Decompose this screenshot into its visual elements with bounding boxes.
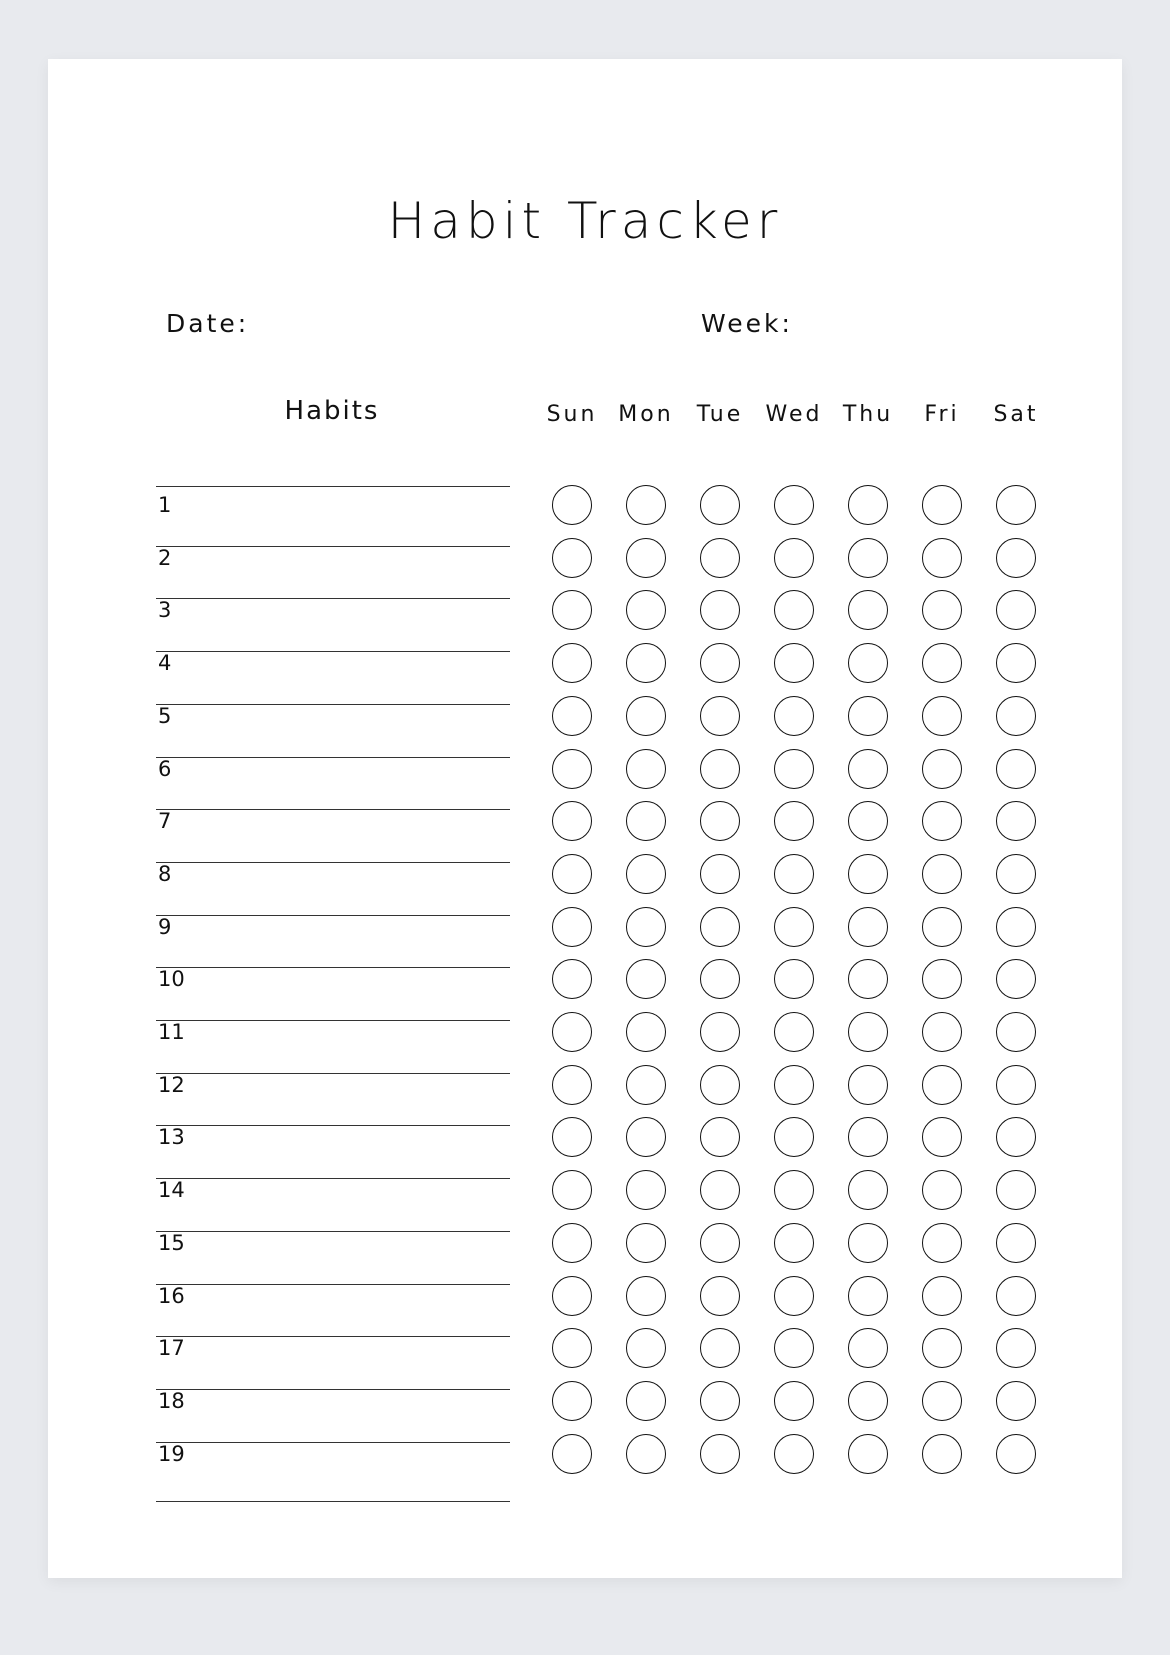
day-header-fri: Fri bbox=[924, 402, 960, 427]
habit-line bbox=[156, 486, 510, 487]
habit-checkbox-circle[interactable] bbox=[848, 1434, 888, 1474]
habit-checkbox-circle[interactable] bbox=[774, 1012, 814, 1052]
habit-checkbox-circle[interactable] bbox=[848, 1276, 888, 1316]
habit-checkbox-circle[interactable] bbox=[626, 801, 666, 841]
date-label: Date: bbox=[166, 309, 250, 338]
habit-checkbox-circle[interactable] bbox=[774, 1276, 814, 1316]
habit-number: 19 bbox=[158, 1441, 185, 1466]
habit-checkbox-circle[interactable] bbox=[774, 696, 814, 736]
habit-checkbox-circle[interactable] bbox=[922, 1328, 962, 1368]
habit-checkbox-circle[interactable] bbox=[626, 1434, 666, 1474]
habit-number: 7 bbox=[158, 809, 172, 834]
habit-checkbox-circle[interactable] bbox=[774, 1065, 814, 1105]
habit-number: 6 bbox=[158, 756, 172, 781]
habit-number: 2 bbox=[158, 545, 172, 570]
habit-checkbox-circle[interactable] bbox=[626, 1170, 666, 1210]
habit-line bbox=[156, 757, 510, 758]
habit-number: 16 bbox=[158, 1283, 185, 1308]
habit-line bbox=[156, 1125, 510, 1126]
habit-checkbox-circle[interactable] bbox=[626, 749, 666, 789]
habit-checkbox-circle[interactable] bbox=[626, 538, 666, 578]
habit-checkbox-circle[interactable] bbox=[848, 1223, 888, 1263]
habit-checkbox-circle[interactable] bbox=[922, 854, 962, 894]
habit-checkbox-circle[interactable] bbox=[552, 1434, 592, 1474]
habit-checkbox-circle[interactable] bbox=[552, 1381, 592, 1421]
habit-number: 14 bbox=[158, 1178, 185, 1203]
habit-checkbox-circle[interactable] bbox=[922, 1065, 962, 1105]
habit-checkbox-circle[interactable] bbox=[626, 643, 666, 683]
habit-line bbox=[156, 1501, 510, 1502]
habit-checkbox-circle[interactable] bbox=[626, 854, 666, 894]
habit-checkbox-circle[interactable] bbox=[922, 696, 962, 736]
habit-checkbox-circle[interactable] bbox=[922, 749, 962, 789]
habit-line bbox=[156, 915, 510, 916]
habit-checkbox-circle[interactable] bbox=[626, 1328, 666, 1368]
habit-number: 8 bbox=[158, 861, 172, 886]
habit-checkbox-circle[interactable] bbox=[626, 696, 666, 736]
habit-checkbox-circle[interactable] bbox=[700, 696, 740, 736]
habit-number: 9 bbox=[158, 914, 172, 939]
habit-checkbox-circle[interactable] bbox=[996, 1434, 1036, 1474]
habit-checkbox-circle[interactable] bbox=[848, 1381, 888, 1421]
habit-checkbox-circle[interactable] bbox=[848, 485, 888, 525]
habit-checkbox-circle[interactable] bbox=[552, 801, 592, 841]
habit-checkbox-circle[interactable] bbox=[922, 907, 962, 947]
habit-checkbox-circle[interactable] bbox=[922, 1223, 962, 1263]
habit-checkbox-circle[interactable] bbox=[922, 1434, 962, 1474]
habit-checkbox-circle[interactable] bbox=[996, 907, 1036, 947]
habit-checkbox-circle[interactable] bbox=[552, 1276, 592, 1316]
habit-checkbox-circle[interactable] bbox=[552, 907, 592, 947]
habit-checkbox-circle[interactable] bbox=[996, 696, 1036, 736]
habit-checkbox-circle[interactable] bbox=[774, 643, 814, 683]
habit-line bbox=[156, 546, 510, 547]
habit-checkbox-circle[interactable] bbox=[626, 1223, 666, 1263]
habit-checkbox-circle[interactable] bbox=[626, 1012, 666, 1052]
habit-line bbox=[156, 1389, 510, 1390]
habit-number: 1 bbox=[158, 493, 172, 517]
habit-checkbox-circle[interactable] bbox=[922, 485, 962, 525]
habit-checkbox-circle[interactable] bbox=[848, 1012, 888, 1052]
habit-line bbox=[156, 598, 510, 599]
habit-checkbox-circle[interactable] bbox=[922, 1012, 962, 1052]
habit-checkbox-circle[interactable] bbox=[774, 1434, 814, 1474]
habit-checkbox-circle[interactable] bbox=[996, 1223, 1036, 1263]
habit-number: 11 bbox=[158, 1020, 185, 1044]
day-header-sun: Sun bbox=[546, 402, 598, 427]
habit-checkbox-circle[interactable] bbox=[626, 907, 666, 947]
habit-checkbox-circle[interactable] bbox=[922, 801, 962, 841]
habit-line bbox=[156, 1442, 510, 1443]
habit-checkbox-circle[interactable] bbox=[922, 1276, 962, 1316]
habit-checkbox-circle[interactable] bbox=[996, 643, 1036, 683]
habit-checkbox-circle[interactable] bbox=[996, 485, 1036, 525]
habit-checkbox-circle[interactable] bbox=[774, 538, 814, 578]
habit-number: 15 bbox=[158, 1230, 185, 1255]
habit-line bbox=[156, 1073, 510, 1074]
habit-line bbox=[156, 967, 510, 968]
habit-checkbox-circle[interactable] bbox=[552, 643, 592, 683]
habit-checkbox-circle[interactable] bbox=[700, 485, 740, 525]
habit-checkbox-circle[interactable] bbox=[848, 907, 888, 947]
habit-checkbox-circle[interactable] bbox=[996, 801, 1036, 841]
habit-checkbox-circle[interactable] bbox=[700, 907, 740, 947]
habit-checkbox-circle[interactable] bbox=[996, 1276, 1036, 1316]
habit-number: 18 bbox=[158, 1388, 185, 1413]
habit-checkbox-circle[interactable] bbox=[774, 1223, 814, 1263]
habit-line bbox=[156, 1336, 510, 1337]
habit-checkbox-circle[interactable] bbox=[848, 1065, 888, 1105]
habit-checkbox-circle[interactable] bbox=[700, 1434, 740, 1474]
habit-checkbox-circle[interactable] bbox=[552, 485, 592, 525]
habit-number: 4 bbox=[158, 651, 172, 676]
week-label: Week: bbox=[701, 309, 793, 338]
habit-number: 3 bbox=[158, 598, 172, 623]
habit-checkbox-circle[interactable] bbox=[774, 907, 814, 947]
habit-checkbox-circle[interactable] bbox=[700, 1170, 740, 1210]
habit-line bbox=[156, 1231, 510, 1232]
habit-checkbox-circle[interactable] bbox=[922, 538, 962, 578]
day-header-wed: Wed bbox=[765, 402, 823, 427]
habit-checkbox-circle[interactable] bbox=[848, 643, 888, 683]
habit-checkbox-circle[interactable] bbox=[552, 854, 592, 894]
habit-checkbox-circle[interactable] bbox=[626, 485, 666, 525]
habit-checkbox-circle[interactable] bbox=[626, 1065, 666, 1105]
habit-checkbox-circle[interactable] bbox=[552, 538, 592, 578]
habit-checkbox-circle[interactable] bbox=[700, 1381, 740, 1421]
habit-checkbox-circle[interactable] bbox=[774, 749, 814, 789]
habit-checkbox-circle[interactable] bbox=[774, 801, 814, 841]
habit-checkbox-circle[interactable] bbox=[848, 1170, 888, 1210]
habit-checkbox-circle[interactable] bbox=[848, 854, 888, 894]
habit-number: 12 bbox=[158, 1072, 185, 1097]
habit-line bbox=[156, 1020, 510, 1021]
habit-checkbox-circle[interactable] bbox=[996, 749, 1036, 789]
habit-checkbox-circle[interactable] bbox=[848, 696, 888, 736]
habit-line bbox=[156, 1284, 510, 1285]
habit-checkbox-circle[interactable] bbox=[996, 1381, 1036, 1421]
habit-checkbox-circle[interactable] bbox=[996, 1170, 1036, 1210]
habit-checkbox-circle[interactable] bbox=[922, 643, 962, 683]
habit-checkbox-circle[interactable] bbox=[922, 1381, 962, 1421]
habit-checkbox-circle[interactable] bbox=[774, 1381, 814, 1421]
habit-checkbox-circle[interactable] bbox=[700, 801, 740, 841]
day-header-sat: Sat bbox=[993, 402, 1039, 427]
habit-checkbox-circle[interactable] bbox=[552, 1065, 592, 1105]
habit-line bbox=[156, 651, 510, 652]
habit-checkbox-circle[interactable] bbox=[774, 854, 814, 894]
habit-checkbox-circle[interactable] bbox=[700, 1328, 740, 1368]
habit-checkbox-circle[interactable] bbox=[626, 1276, 666, 1316]
habit-checkbox-circle[interactable] bbox=[774, 1328, 814, 1368]
habit-number: 17 bbox=[158, 1336, 185, 1361]
day-header-thu: Thu bbox=[842, 402, 894, 427]
habit-line bbox=[156, 862, 510, 863]
habit-checkbox-circle[interactable] bbox=[848, 538, 888, 578]
habit-number: 5 bbox=[158, 703, 172, 728]
habit-checkbox-circle[interactable] bbox=[700, 1065, 740, 1105]
habit-checkbox-circle[interactable] bbox=[700, 1276, 740, 1316]
habit-checkbox-circle[interactable] bbox=[552, 1328, 592, 1368]
page-title: Habit Tracker bbox=[387, 192, 783, 250]
habit-checkbox-circle[interactable] bbox=[996, 854, 1036, 894]
habit-checkbox-circle[interactable] bbox=[848, 1328, 888, 1368]
habit-checkbox-circle[interactable] bbox=[996, 1012, 1036, 1052]
habit-checkbox-circle[interactable] bbox=[996, 1328, 1036, 1368]
habit-checkbox-circle[interactable] bbox=[700, 1223, 740, 1263]
habit-number: 13 bbox=[158, 1125, 185, 1150]
habit-checkbox-circle[interactable] bbox=[996, 1065, 1036, 1105]
habit-checkbox-circle[interactable] bbox=[700, 1012, 740, 1052]
habit-checkbox-circle[interactable] bbox=[922, 1170, 962, 1210]
habit-line bbox=[156, 809, 510, 810]
habit-checkbox-circle[interactable] bbox=[700, 749, 740, 789]
habit-line bbox=[156, 1178, 510, 1179]
habit-checkbox-circle[interactable] bbox=[552, 1012, 592, 1052]
habit-checkbox-circle[interactable] bbox=[552, 749, 592, 789]
habit-line bbox=[156, 704, 510, 705]
habit-checkbox-circle[interactable] bbox=[552, 1170, 592, 1210]
habit-checkbox-circle[interactable] bbox=[848, 801, 888, 841]
habit-checkbox-circle[interactable] bbox=[774, 1170, 814, 1210]
habit-checkbox-circle[interactable] bbox=[848, 749, 888, 789]
habit-checkbox-circle[interactable] bbox=[996, 538, 1036, 578]
day-header-mon: Mon bbox=[618, 402, 674, 427]
habit-checkbox-circle[interactable] bbox=[552, 1223, 592, 1263]
habit-checkbox-circle[interactable] bbox=[700, 643, 740, 683]
habit-number: 10 bbox=[158, 967, 185, 992]
habit-checkbox-circle[interactable] bbox=[700, 854, 740, 894]
habit-checkbox-circle[interactable] bbox=[700, 538, 740, 578]
habit-checkbox-circle[interactable] bbox=[552, 696, 592, 736]
habit-checkbox-circle[interactable] bbox=[626, 1381, 666, 1421]
habits-header: Habits bbox=[284, 396, 380, 426]
habit-checkbox-circle[interactable] bbox=[774, 485, 814, 525]
day-header-tue: Tue bbox=[696, 402, 744, 427]
